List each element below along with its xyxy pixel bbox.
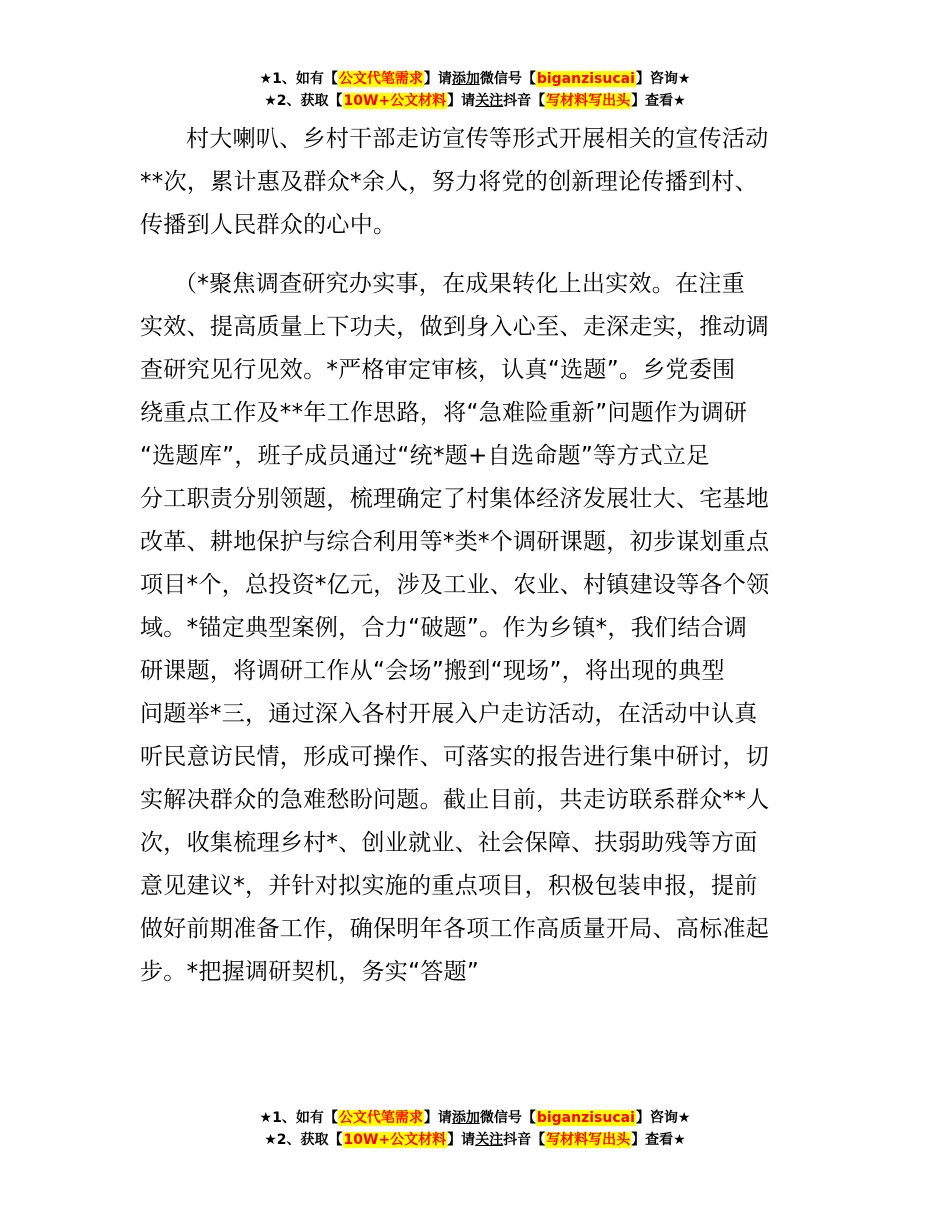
text-line: 研课题，将调研工作从“会场”搬到“现场”，将出现的典型 <box>140 658 725 684</box>
promo-highlight-douyin: 写材料写出头 <box>546 93 631 109</box>
text-line: （*聚焦调查研究办实事，在成果转化上出实效。在注重 <box>174 271 745 297</box>
promo-highlight-douyin: 写材料写出头 <box>546 1132 631 1148</box>
promo-text: 】请 <box>447 93 476 109</box>
promo-underlined-text: 添加 <box>451 1110 480 1126</box>
promo-text: ★1、如有【 <box>259 71 338 87</box>
text-line: 意见建议*，并针对拟实施的重点项目，积极包装申报，提前 <box>140 873 758 899</box>
text-line: 传播到人民群众的心中。 <box>140 212 397 238</box>
promo-line-1 <box>0 1107 950 1129</box>
promo-highlight-service: 公文代笔需求 <box>338 71 423 87</box>
paragraph-gap <box>140 247 812 263</box>
text-line: 次，收集梳理乡村*、创业就业、社会保障、扶弱助残等方面 <box>140 830 758 856</box>
paragraph-2 <box>140 263 812 994</box>
text-line: 问题举*三，通过深入各村开展入户走访活动，在活动中认真 <box>140 701 758 727</box>
text-line: 域。*锚定典型案例，合力“破题”。作为乡镇*，我们结合调 <box>140 615 748 641</box>
promo-text: 】咨询★ <box>635 71 691 87</box>
promo-text: 微信号【 <box>479 71 536 87</box>
promo-highlight-materials: 10W+公文材料 <box>343 1132 447 1148</box>
promo-text: 抖音【 <box>503 1132 546 1148</box>
document-body <box>140 118 812 994</box>
promo-text: 微信号【 <box>479 1110 536 1126</box>
text-line: 实效、提高质量上下功夫，做到身入心至、走深走实，推动调 <box>140 314 770 340</box>
promo-highlight-wechat-id: biganzisucai <box>536 1110 635 1126</box>
header-promo-banner <box>0 68 950 112</box>
promo-text: 】请 <box>423 1110 452 1126</box>
promo-text: 】查看★ <box>631 1132 686 1148</box>
promo-underlined-text: 添加 <box>451 71 480 87</box>
promo-text: 】请 <box>447 1132 476 1148</box>
text-line: **次，累计惠及群众*余人，努力将党的创新理论传播到村、 <box>140 169 758 195</box>
promo-text: 抖音【 <box>503 93 546 109</box>
promo-text: ★2、获取【 <box>264 93 343 109</box>
paragraph-1 <box>140 118 812 247</box>
text-line: 查研究见行见效。*严格审定审核，认真“选题”。乡党委围 <box>140 357 736 383</box>
promo-line-2 <box>0 1129 950 1151</box>
promo-underlined-text: 关注 <box>475 1132 504 1148</box>
text-line: 听民意访民情，形成可操作、可落实的报告进行集中研讨，切 <box>140 744 770 770</box>
text-line: 做好前期准备工作，确保明年各项工作高质量开局、高标准起 <box>140 916 770 942</box>
text-line: 改革、耕地保护与综合利用等*类*个调研课题，初步谋划重点 <box>140 529 770 555</box>
footer-promo-banner <box>0 1107 950 1151</box>
promo-text: 】咨询★ <box>635 1110 691 1126</box>
promo-text: ★1、如有【 <box>259 1110 338 1126</box>
text-line: 分工职责分别领题，梳理确定了村集体经济发展壮大、宅基地 <box>140 486 770 512</box>
promo-highlight-materials: 10W+公文材料 <box>343 93 447 109</box>
text-line: 项目*个，总投资*亿元，涉及工业、农业、村镇建设等各个领 <box>140 572 770 598</box>
promo-text: 】查看★ <box>631 93 686 109</box>
promo-underlined-text: 关注 <box>475 93 504 109</box>
promo-line-2 <box>0 90 950 112</box>
promo-text: ★2、获取【 <box>264 1132 343 1148</box>
text-line: 实解决群众的急难愁盼问题。截止目前，共走访联系群众**人 <box>140 787 770 813</box>
text-line: “选题库”，班子成员通过“统*题+自选命题”等方式立足 <box>140 443 710 469</box>
promo-highlight-wechat-id: biganzisucai <box>536 71 635 87</box>
text-line: 村大喇叭、乡村干部走访宣传等形式开展相关的宣传活动 <box>186 126 769 152</box>
promo-highlight-service: 公文代笔需求 <box>338 1110 423 1126</box>
text-line: 步。*把握调研契机，务实“答题” <box>140 959 480 985</box>
promo-line-1 <box>0 68 950 90</box>
promo-text: 】请 <box>423 71 452 87</box>
text-line: 绕重点工作及**年工作思路，将“急难险重新”问题作为调研 <box>140 400 748 426</box>
